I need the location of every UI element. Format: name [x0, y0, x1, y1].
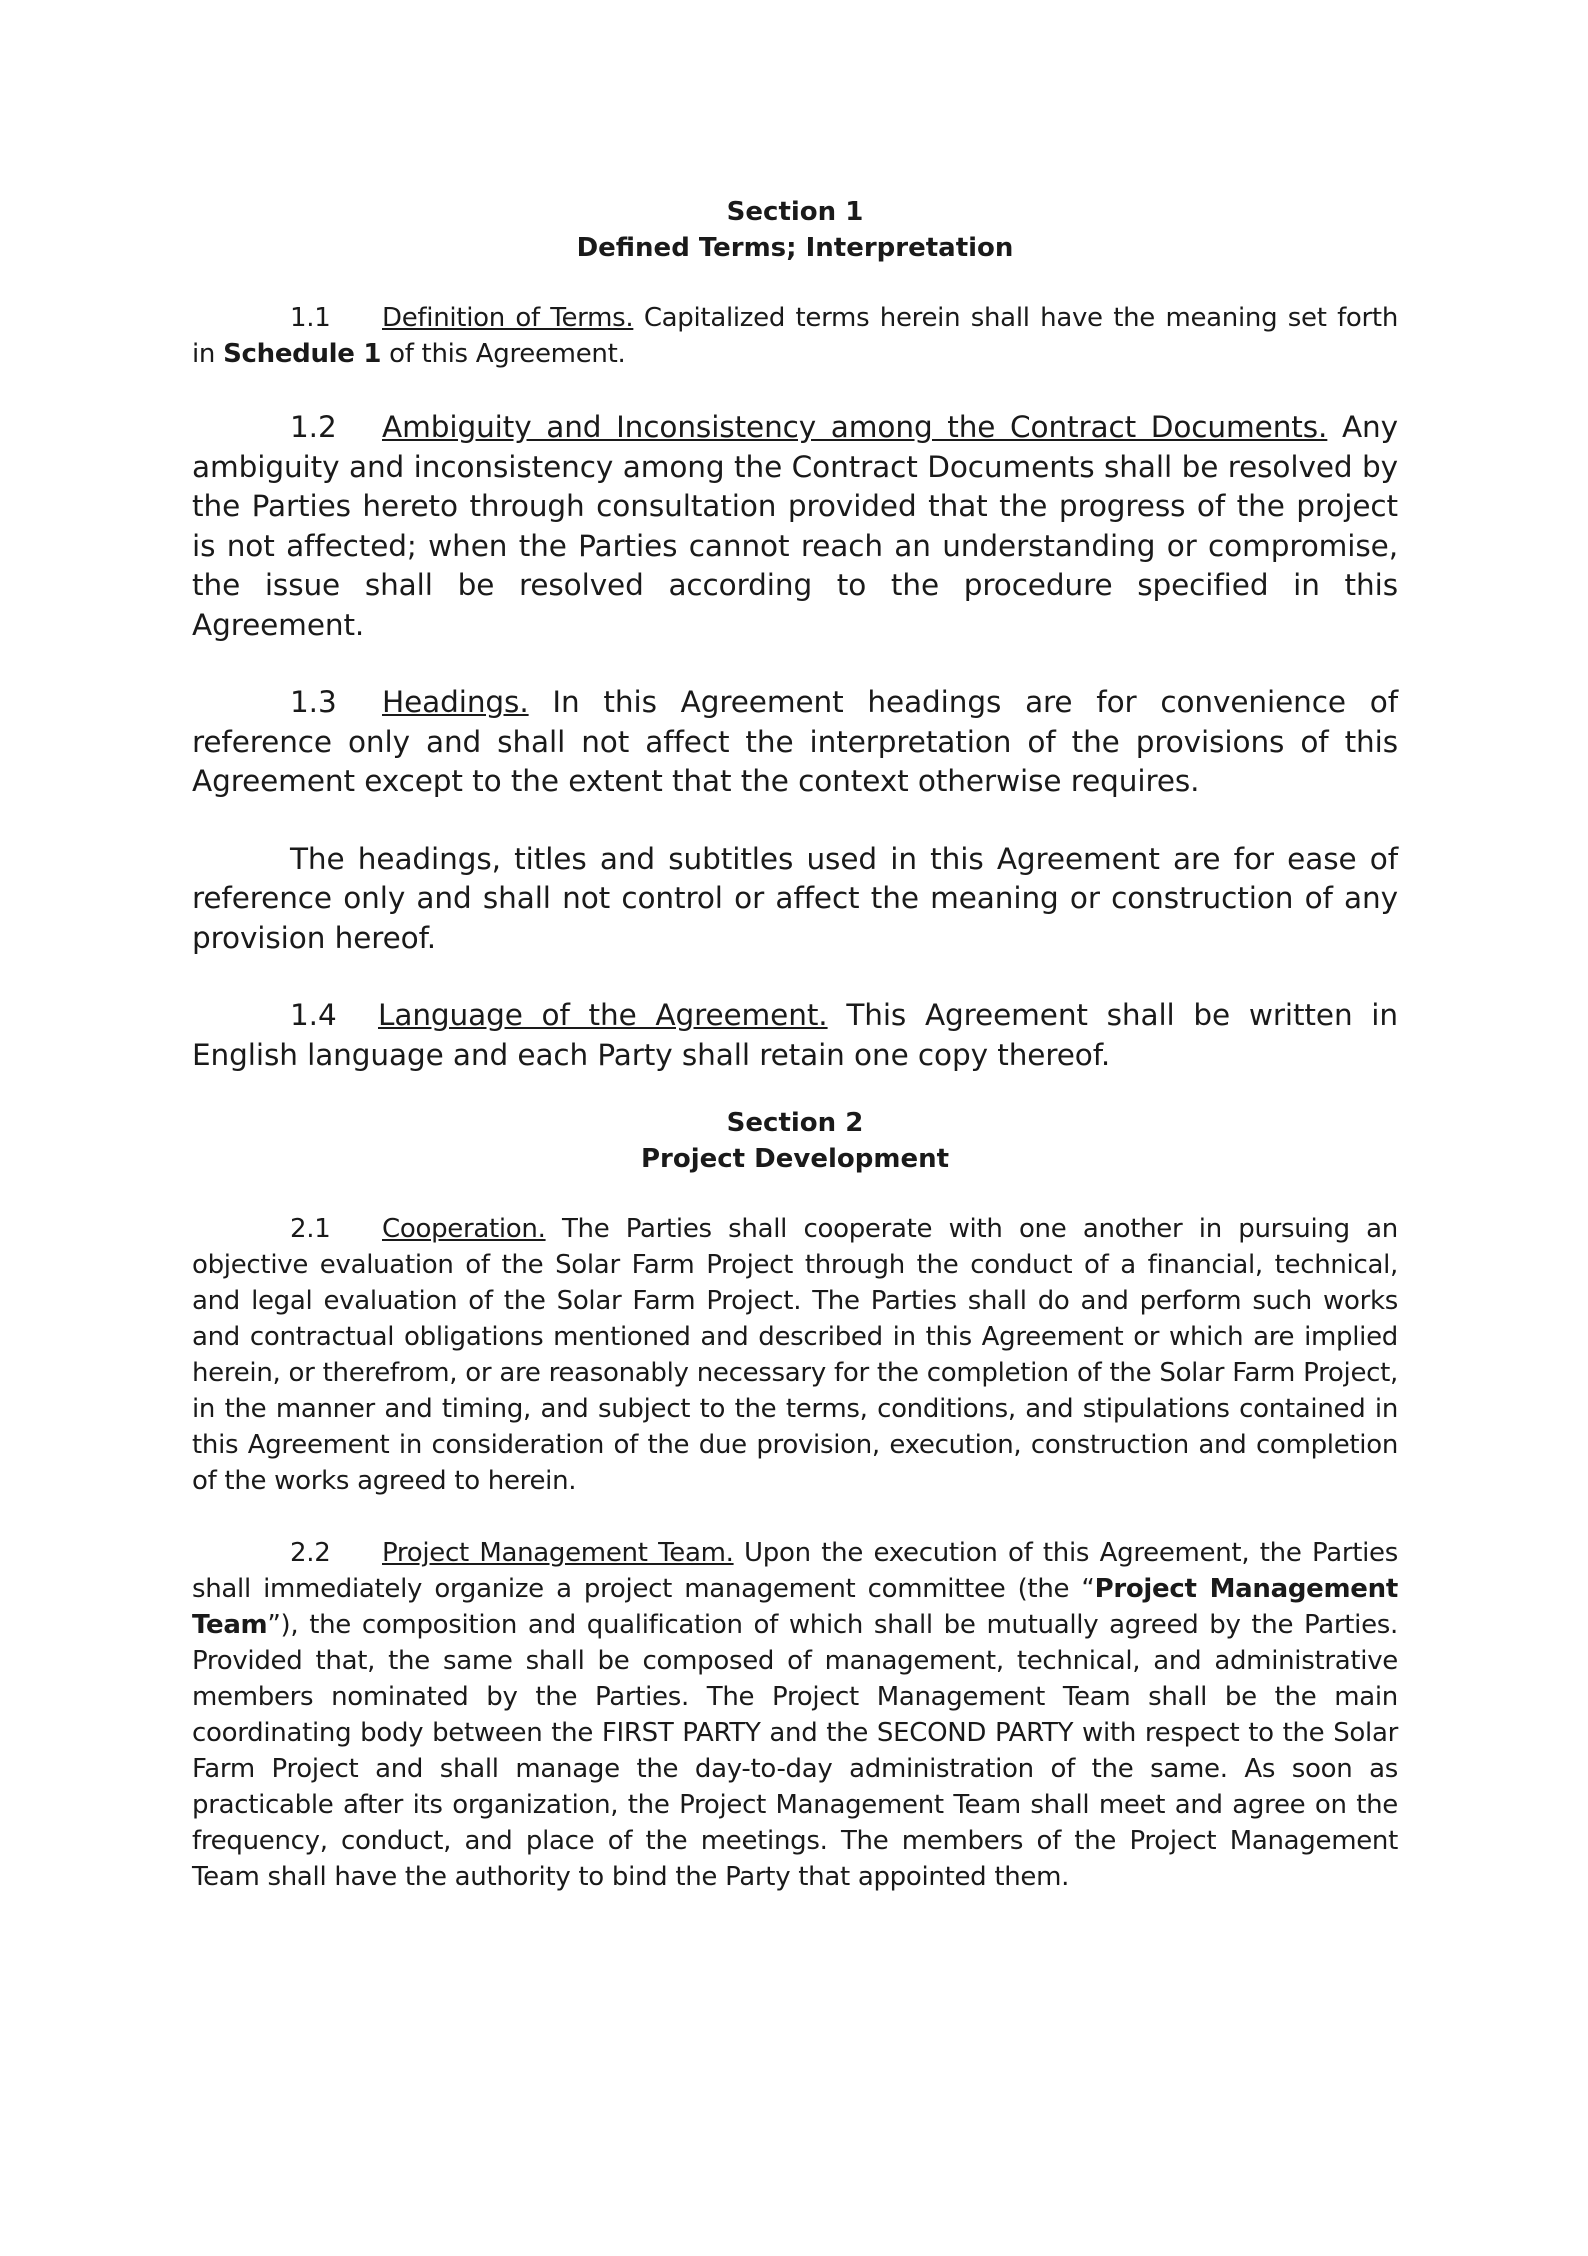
clause-2-2-bold: Project Management Team [192, 1574, 1398, 1640]
clause-1-1-text-a: Capitalized terms herein shall have the meaning set forth in [192, 303, 1398, 369]
clause-1-1-heading: Definition of Terms. [382, 303, 634, 333]
section-1-subtitle: Defined Terms; Interpretation [576, 233, 1014, 263]
clause-1-2 [192, 408, 1398, 645]
clause-1-3-number: 1.3 [290, 685, 337, 719]
clause-1-2-text: Any ambiguity and inconsistency among the Contract Documents shall be resolved by the Parties hereto through consultation provided that the progress of the project is not affected; when the Parties cannot reach an understanding or compromise, the issue shall be resolved according to the procedure specified in this Agreement. [192, 410, 1399, 642]
clause-1-3b-text: The headings, titles and subtitles used in this Agreement are for ease of reference only and shall not control or affect the meaning or construction of any provision hereof. [192, 841, 1398, 955]
clause-2-2 [192, 1535, 1398, 1895]
clause-2-1 [192, 1211, 1398, 1499]
clause-2-2-text-b: ”), the composition and qualification of which shall be mutually agreed by the Parties. Provided that, the same shall be composed of management, technical, and administrative members nominated by the Parties. The Project Management Team shall be the main coordinating body between the FIRST PARTY and the SECOND PARTY with respect to the Solar Farm Project and shall manage the day-to-day administration of the same. As soon as practicable after its organization, the Project Management Team shall meet and agree on the frequency, conduct, and place of the meetings. The members of the Project Management Team shall have the authority to bind the Party that appointed them. [192, 1610, 1398, 1892]
document-page [192, 194, 1398, 1895]
clause-1-3-text: In this Agreement headings are for convenience of reference only and shall not affect the interpretation of the provisions of this Agreement except to the extent that the context otherwise requires. [192, 685, 1398, 798]
clause-1-4 [192, 996, 1398, 1075]
section-1-title: Section 1 [726, 197, 864, 227]
section-2-subtitle: Project Development [640, 1144, 950, 1174]
clause-1-1-bold: Schedule 1 [223, 339, 382, 369]
clause-1-2-number: 1.2 [290, 410, 337, 444]
clause-2-1-number: 2.1 [290, 1214, 331, 1244]
clause-1-1 [192, 300, 1398, 372]
clause-1-4-number: 1.4 [290, 998, 337, 1032]
clause-1-3-heading: Headings. [382, 685, 529, 719]
clause-2-1-heading: Cooperation. [382, 1214, 546, 1244]
clause-1-4-heading: Language of the Agreement. [378, 998, 828, 1032]
clause-2-2-text-a: Upon the execution of this Agreement, the Parties shall immediately organize a project management committee (the “ [192, 1538, 1398, 1604]
clause-1-3-continuation [192, 840, 1398, 959]
clause-1-1-text-b: of this Agreement. [381, 339, 626, 369]
clause-1-4-text: This Agreement shall be written in English language and each Party shall retain one copy thereof. [192, 998, 1398, 1072]
clause-1-2-heading: Ambiguity and Inconsistency among the Contract Documents. [382, 410, 1328, 444]
clause-2-1-text: The Parties shall cooperate with one another in pursuing an objective evaluation of the Solar Farm Project through the conduct of a financial, technical, and legal evaluation of the Solar Farm Project. The Parties shall do and perform such works and contractual obligations mentioned and described in this Agreement or which are implied herein, or therefrom, or are reasonably necessary for the completion of the Solar Farm Project, in the manner and timing, and subject to the terms, conditions, and stipulations contained in this Agreement in consideration of the due provision, execution, construction and completion of the works agreed to herein. [192, 1214, 1398, 1496]
clause-2-2-heading: Project Management Team. [382, 1538, 734, 1568]
clause-1-3 [192, 683, 1398, 802]
section-2-title: Section 2 [726, 1108, 864, 1138]
clause-2-2-number: 2.2 [290, 1538, 331, 1568]
clause-1-1-number: 1.1 [290, 303, 331, 333]
